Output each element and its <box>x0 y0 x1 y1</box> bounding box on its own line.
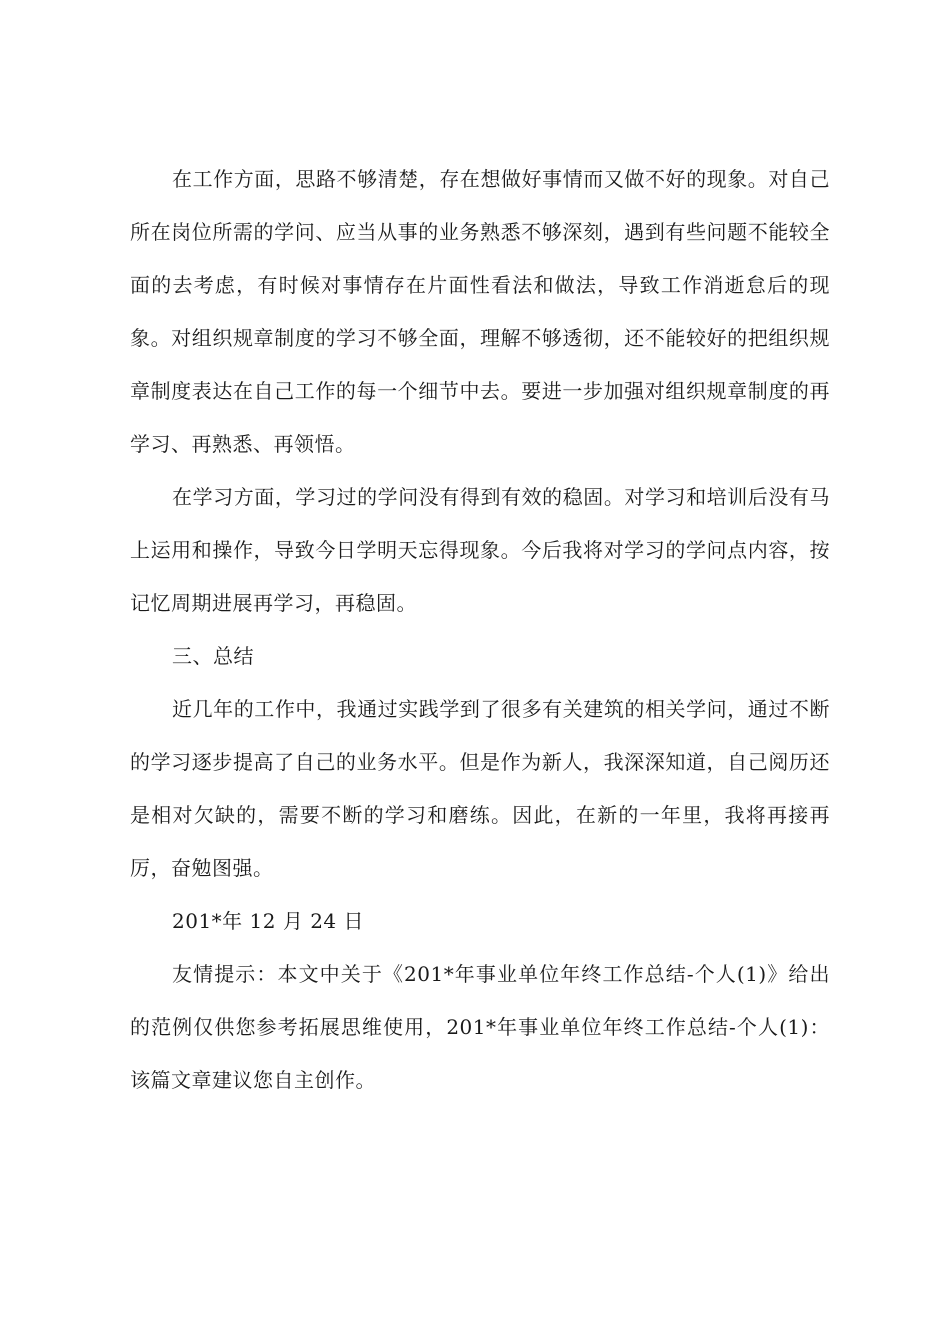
paragraph-study-aspect: 在学习方面，学习过的学问没有得到有效的稳固。对学习和培训后没有马上运用和操作，导致今日学明天忘得现象。今后我将对学习的学问点内容，按记忆周期进展再学习，再稳固。 <box>130 485 830 615</box>
paragraph-work-aspect: 在工作方面，思路不够清楚，存在想做好事情而又做不好的现象。对自己所在岗位所需的学问、应当从事的业务熟悉不够深刻，遇到有些问题不能较全面的去考虑，有时候对事情存在片面性看法和做法，导致工作消逝怠后的现象。对组织规章制度的学习不够全面，理解不够透彻，还不能较好的把组织规章制度表达在自己工作的每一个细节中去。要进一步加强对组织规章制度的再学习、再熟悉、再领悟。 <box>130 167 830 456</box>
section-heading-summary: 三、总结 <box>172 644 254 668</box>
paragraph-friendly-tip: 友情提示：本文中关于《201*年事业单位年终工作总结-个人(1)》给出的范例仅供您参考拓展思维使用，201*年事业单位年终工作总结-个人(1)：该篇文章建议您自主创作。 <box>130 962 830 1092</box>
paragraph-summary: 近几年的工作中，我通过实践学到了很多有关建筑的相关学问，通过不断的学习逐步提高了自己的业务水平。但是作为新人，我深深知道，自己阅历还是相对欠缺的，需要不断的学习和磨练。因此，在新的一年里，我将再接再厉，奋勉图强。 <box>130 697 830 880</box>
document-body <box>130 153 830 1107</box>
document-date: 201*年 12 月 24 日 <box>172 909 365 933</box>
